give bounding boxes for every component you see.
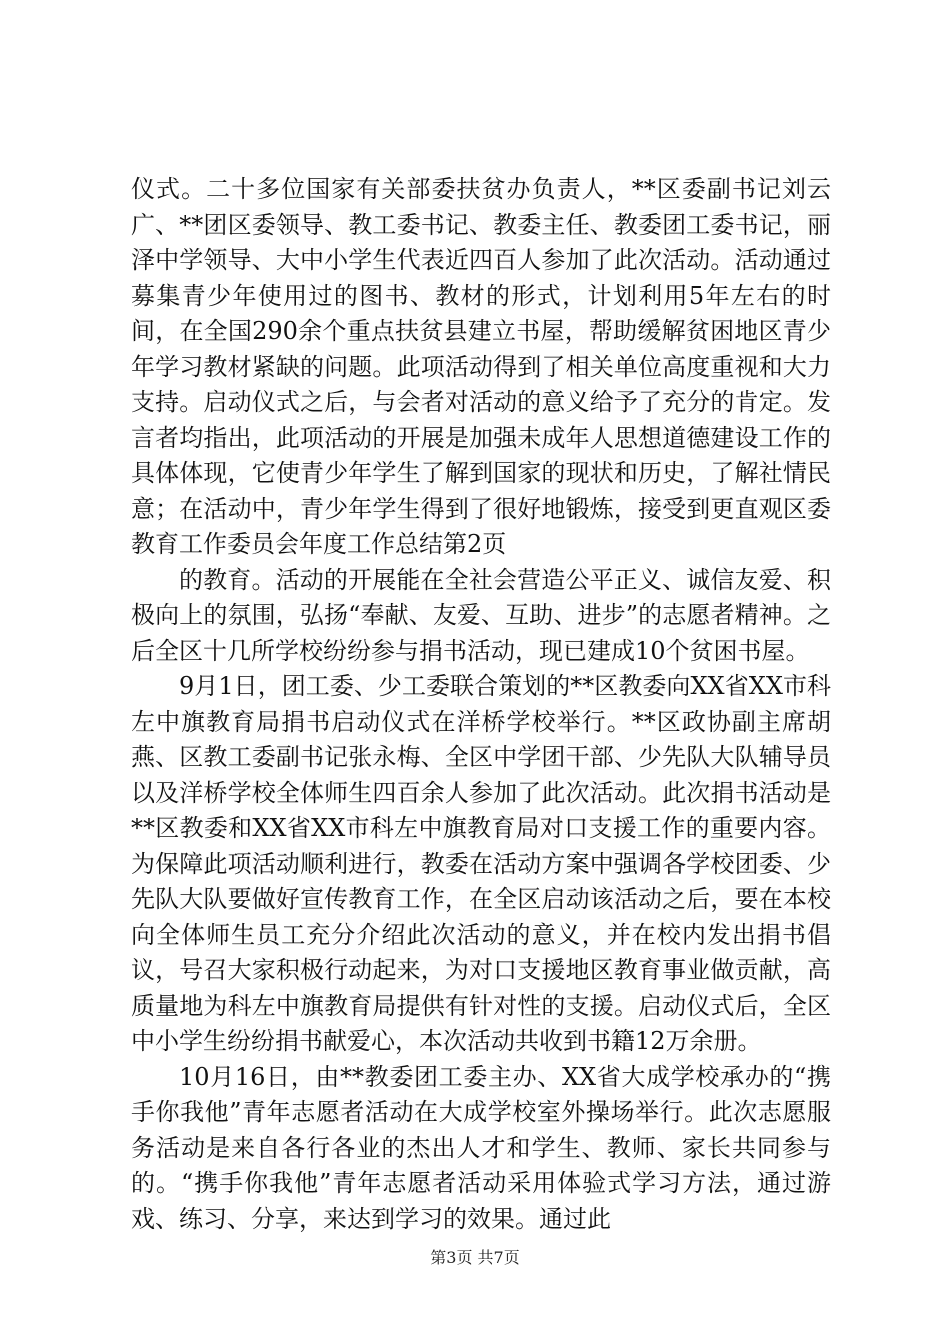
- paragraph-1: 仪式。二十多位国家有关部委扶贫办负责人，**区委副书记刘云广、**团区委领导、教工委书记、教委主任、教委团工委书记，丽泽中学领导、大中小学生代表近四百人参加了此次活动。活动通过募集青少年使用过的图书、教材的形式，计划利用5年左右的时间，在全国290余个重点扶贫县建立书屋，帮助缓解贫困地区青少年学习教材紧缺的问题。此项活动得到了相关单位高度重视和大力支持。启动仪式之后，与会者对活动的意义给予了充分的肯定。发言者均指出，此项活动的开展是加强未成年人思想道德建设工作的具体体现，它使青少年学生了解到国家的现状和历史，了解社情民意；在活动中，青少年学生得到了很好地锻炼，接受到更直观区委教育工作委员会年度工作总结第2页: [131, 175, 831, 558]
- paragraph-4: 10月16日，由**教委团工委主办、XX省大成学校承办的“携手你我他”青年志愿者活动在大成学校室外操场举行。此次志愿服务活动是来自各行各业的杰出人才和学生、教师、家长共同参与的。“携手你我他”青年志愿者活动采用体验式学习方法，通过游戏、练习、分享，来达到学习的效果。通过此: [131, 1062, 831, 1233]
- page-number-footer: 第3页 共7页: [430, 1248, 520, 1267]
- document-body: [131, 172, 831, 1237]
- paragraph-3: 9月1日，团工委、少工委联合策划的**区教委向XX省XX市科左中旗教育局捐书启动仪式在洋桥学校举行。**区政协副主席胡燕、区教工委副书记张永梅、全区中学团干部、少先队大队辅导员以及洋桥学校全体师生四百余人参加了此次活动。此次捐书活动是**区教委和XX省XX市科左中旗教育局对口支援工作的重要内容。为保障此项活动顺利进行，教委在活动方案中强调各学校团委、少先队大队要做好宣传教育工作，在全区启动该活动之后，要在本校向全体师生员工充分介绍此次活动的意义，并在校内发出捐书倡议，号召大家积极行动起来，为对口支援地区教育事业做贡献，高质量地为科左中旗教育局提供有针对性的支援。启动仪式后，全区中小学生纷纷捐书献爱心，本次活动共收到书籍12万余册。: [131, 672, 831, 1055]
- paragraph-2: 的教育。活动的开展能在全社会营造公平正义、诚信友爱、积极向上的氛围，弘扬“奉献、友爱、互助、进步”的志愿者精神。之后全区十几所学校纷纷参与捐书活动，现已建成10个贫困书屋。: [131, 565, 831, 665]
